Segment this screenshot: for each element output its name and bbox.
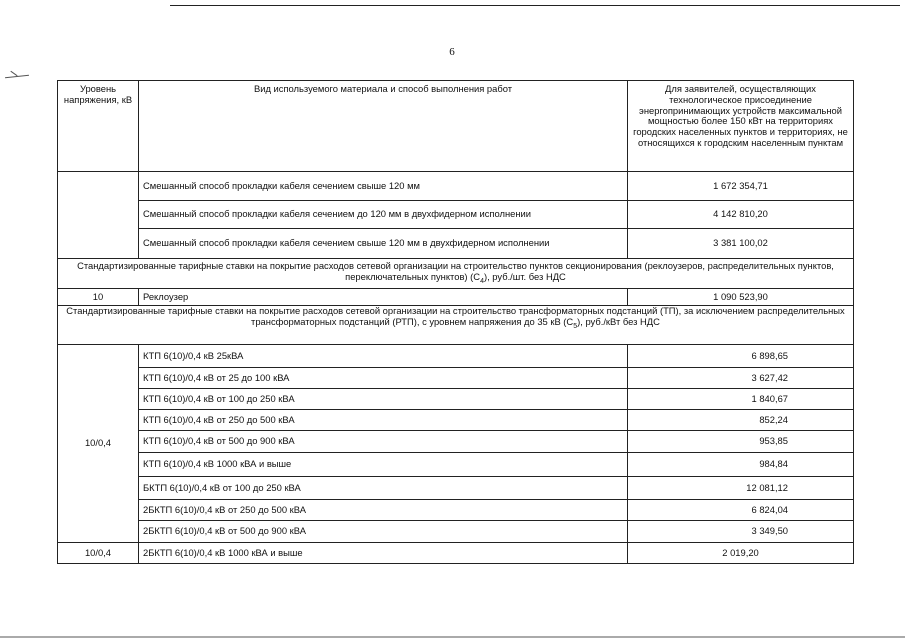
table-row bbox=[58, 368, 854, 389]
material-cell: Смешанный способ прокладки кабеля сечением свыше 120 мм в двухфидерном исполнении bbox=[139, 229, 628, 259]
top-border-line bbox=[170, 5, 900, 6]
header-material: Вид используемого материала и способ выполнения работ bbox=[139, 81, 628, 172]
value-cell: 3 381 100,02 bbox=[628, 229, 854, 259]
table-row bbox=[58, 201, 854, 229]
table-row bbox=[58, 521, 854, 543]
material-cell: БКТП 6(10)/0,4 кВ от 100 до 250 кВА bbox=[139, 477, 628, 500]
value-cell: 2 019,20 bbox=[628, 543, 854, 564]
value-cell: 6 898,65 bbox=[628, 345, 854, 368]
page-number: 6 bbox=[449, 46, 455, 58]
tariff-table bbox=[57, 80, 854, 564]
section-row-c4 bbox=[58, 259, 854, 289]
value-cell: 953,85 bbox=[628, 431, 854, 453]
material-cell: 2БКТП 6(10)/0,4 кВ от 500 до 900 кВА bbox=[139, 521, 628, 543]
table-row bbox=[58, 500, 854, 521]
table-header-row bbox=[58, 81, 854, 172]
voltage-level-cell: 10/0,4 bbox=[58, 543, 139, 564]
value-cell: 1 840,67 bbox=[628, 389, 854, 410]
table-row bbox=[58, 410, 854, 431]
table-row bbox=[58, 431, 854, 453]
material-cell: Смешанный способ прокладки кабеля сечением до 120 мм в двухфидерном исполнении bbox=[139, 201, 628, 229]
table-row bbox=[58, 229, 854, 259]
table-row bbox=[58, 543, 854, 564]
value-cell: 4 142 810,20 bbox=[628, 201, 854, 229]
material-cell: КТП 6(10)/0,4 кВ от 500 до 900 кВА bbox=[139, 431, 628, 453]
material-cell: 2БКТП 6(10)/0,4 кВ от 250 до 500 кВА bbox=[139, 500, 628, 521]
value-cell: 6 824,04 bbox=[628, 500, 854, 521]
voltage-level-cell: 10/0,4 bbox=[58, 345, 139, 543]
value-cell: 3 627,42 bbox=[628, 368, 854, 389]
material-cell: КТП 6(10)/0,4 кВ 1000 кВА и выше bbox=[139, 453, 628, 477]
table-row bbox=[58, 389, 854, 410]
header-voltage-level: Уровень напряжения, кВ bbox=[58, 81, 139, 172]
section-heading: Стандартизированные тарифные ставки на покрытие расходов сетевой организации на строительство пунктов секционирования (реклоузеров, распределительных пунктов, переключательных пунктов) $(C_4)$, руб./шт. без НДС bbox=[58, 259, 854, 289]
material-cell: 2БКТП 6(10)/0,4 кВ 1000 кВА и выше bbox=[139, 543, 628, 564]
header-applicants: Для заявителей, осуществляющих технологическое присоединение энергопринимающих устройств максимальной мощностью более 150 кВт на территориях городских населенных пунктов и территориях, не относящихся к городским населенным пунктам bbox=[628, 81, 854, 172]
voltage-level-cell: 10 bbox=[58, 289, 139, 306]
material-cell: КТП 6(10)/0,4 кВ от 250 до 500 кВА bbox=[139, 410, 628, 431]
table-row bbox=[58, 345, 854, 368]
section-row-c5 bbox=[58, 306, 854, 345]
voltage-level-cell bbox=[58, 172, 139, 259]
section-heading: Стандартизированные тарифные ставки на покрытие расходов сетевой организации на строительство трансформаторных подстанций (ТП), за исключением распределительных трансформаторных подстанций (РТП), с уровнем напряжения до 35 кВ $(C_5)$, руб./кВт без НДС bbox=[58, 306, 854, 345]
table-row bbox=[58, 289, 854, 306]
table-row bbox=[58, 477, 854, 500]
table-row bbox=[58, 453, 854, 477]
material-cell: КТП 6(10)/0,4 кВ 25кВА bbox=[139, 345, 628, 368]
value-cell: 3 349,50 bbox=[628, 521, 854, 543]
value-cell: 984,84 bbox=[628, 453, 854, 477]
scan-edge bbox=[0, 636, 905, 638]
value-cell: 1 090 523,90 bbox=[628, 289, 854, 306]
table-row bbox=[58, 172, 854, 201]
material-cell: КТП 6(10)/0,4 кВ от 100 до 250 кВА bbox=[139, 389, 628, 410]
material-cell: Смешанный способ прокладки кабеля сечением свыше 120 мм bbox=[139, 172, 628, 201]
value-cell: 1 672 354,71 bbox=[628, 172, 854, 201]
value-cell: 12 081,12 bbox=[628, 477, 854, 500]
material-cell: Реклоузер bbox=[139, 289, 628, 306]
material-cell: КТП 6(10)/0,4 кВ от 25 до 100 кВА bbox=[139, 368, 628, 389]
value-cell: 852,24 bbox=[628, 410, 854, 431]
